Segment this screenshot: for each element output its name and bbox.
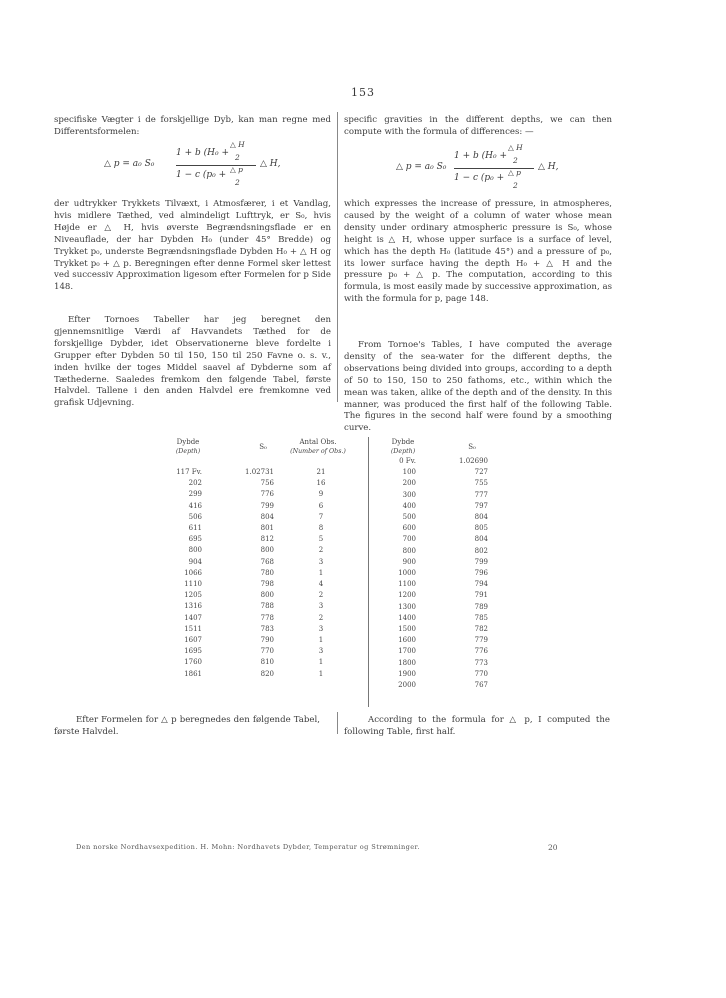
- left-formula-den: 1 − c (p₀ +: [176, 170, 227, 180]
- table-cell-left-depth: 904: [188, 557, 202, 566]
- table-cell-left-depth: 695: [188, 535, 202, 544]
- table-cell-left-depth: 1760: [184, 658, 202, 667]
- right-formula-dh: △ H: [508, 143, 523, 152]
- left-formula-rhs: △ H,: [260, 159, 281, 169]
- table-cell-right-depth: 1900: [398, 669, 416, 678]
- column-divider: [337, 112, 338, 402]
- table-cell-right-s0: 767: [474, 681, 488, 690]
- right-formula-two-1: 2: [513, 156, 518, 165]
- table-cell-left-s0: 800: [260, 591, 274, 600]
- table-cell-left-s0: 800: [260, 546, 274, 555]
- table-cell-obs: 16: [316, 479, 326, 488]
- table-cell-right-depth: 1100: [398, 580, 416, 589]
- table-cell-left-s0: 790: [260, 636, 274, 645]
- table-cell-left-s0: 780: [260, 568, 274, 577]
- table-cell-left-depth: 416: [188, 501, 202, 510]
- table-cell-left-s0: 770: [260, 647, 274, 656]
- page-number: 153: [351, 86, 375, 99]
- table-cell-right-s0: 785: [474, 613, 488, 622]
- right-para-1: [344, 115, 612, 139]
- table-cell-right-s0: 799: [474, 557, 488, 566]
- table-cell-left-s0: 812: [260, 535, 274, 544]
- right-para-1-text: specific gravities in the different depths, we can then compute with the formula of differences: —: [344, 115, 612, 137]
- left-formula-num: 1 + b (H₀ +: [176, 148, 229, 158]
- table-cell-right-s0: 777: [474, 490, 488, 499]
- table-cell-left-s0: 804: [260, 512, 274, 521]
- table-cell-left-s0: 810: [260, 658, 274, 667]
- left-formula-two-1: 2: [235, 153, 240, 162]
- table-cell-left-depth: 1316: [184, 602, 202, 611]
- table-cell-left-depth: 1861: [184, 669, 202, 678]
- table-cell-right-s0: 779: [474, 636, 488, 645]
- table-cell-right-depth: 1200: [398, 591, 416, 600]
- table-cell-obs: 6: [318, 501, 324, 510]
- left-formula: [104, 140, 294, 190]
- table-cell-right-depth: 700: [402, 535, 416, 544]
- table-cell-obs: 8: [318, 524, 324, 533]
- table-cell-right-s0: 727: [474, 468, 488, 477]
- table-cell-right-depth: 600: [402, 524, 416, 533]
- table-cell-right-depth: 300: [402, 490, 416, 499]
- table-left-depth-header: Dybde (Depth): [175, 438, 201, 455]
- right-formula-rhs: △ H,: [538, 162, 559, 172]
- right-formula: [396, 143, 586, 193]
- right-formula-lhs: △ p = a₀ S₀: [396, 162, 447, 172]
- table-cell-right-s0: 755: [474, 479, 488, 488]
- table-cell-right-s0: 796: [474, 569, 488, 578]
- left-para-2-text: der udtrykker Trykkets Tilvæxt, i Atmosfærer, i et Vandlag, hvis midlere Tæthed, ved almindeligt Lufttryk, er S₀, hvis Højde er △ H, hvis øverste Begrændsningsflade er en Niveauflade, der har Dybden H₀ (under 45° Bredde) og Trykket p₀, underste Begrændsningsflade Dybden H₀ + △ H og Trykket p₀ + △ p. Beregningen efter denne Formel sker lettest ved successiv Approximation ligesom efter Formelen for p Side 148.: [54, 199, 331, 293]
- table-cell-right-depth: 400: [402, 501, 416, 510]
- table-cell-right-s0: 797: [474, 501, 488, 510]
- table-cell-left-depth: 1407: [184, 613, 202, 622]
- table-cell-right-s0: 805: [474, 524, 488, 533]
- table-cell-obs: 1: [318, 568, 324, 577]
- table-obs-column: [310, 467, 332, 680]
- table-cell-obs: 3: [318, 624, 324, 633]
- table-cell-right-depth: 1800: [398, 658, 416, 667]
- table-cell-right-depth: 1700: [398, 647, 416, 656]
- table-cell-right-depth: 2000: [398, 681, 416, 690]
- left-para-3: [54, 315, 331, 410]
- table-right-depth-column: [376, 456, 416, 691]
- table-cell-obs: 2: [318, 613, 324, 622]
- table-cell-right-s0: 804: [474, 513, 488, 522]
- bottom-left-text: Efter Formelen for △ p beregnedes den følgende Tabel, første Halvdel.: [54, 715, 320, 737]
- table-cell-right-s0: 794: [474, 580, 488, 589]
- table-cell-left-depth: 1695: [184, 647, 202, 656]
- table-cell-right-s0: 802: [474, 546, 488, 555]
- table-cell-obs: 3: [318, 557, 324, 566]
- left-formula-dp: △ p: [230, 165, 243, 174]
- table-cell-obs: 1: [318, 658, 324, 667]
- table-cell-left-s0: 776: [260, 490, 274, 499]
- table-cell-right-s0: 791: [474, 591, 488, 600]
- table-cell-left-s0: 756: [260, 479, 274, 488]
- table-right-s0-header: S₀: [468, 443, 476, 451]
- left-formula-two-2: 2: [235, 178, 240, 187]
- table-left-s0-header: S₀: [259, 443, 267, 451]
- table-cell-obs: 2: [318, 591, 324, 600]
- left-para-3-text: Efter Tornoes Tabeller har jeg beregnet den gjennemsnitlige Værdi af Havvandets Tæthed for de forskjellige Dybder, idet Observationerne bleve fordelte i Grupper efter Dybden 50 til 150, 150 til 250 Favne o. s. v., inden hvilke der toges Middel saavel af Dybderne som af Tæthederne. Saaledes fremkom den følgende Tabel, første Halvdel. Tallene i den anden Halvdel ere fremkomne ved grafisk Udjevning.: [54, 315, 331, 409]
- table-cell-left-depth: 800: [188, 546, 202, 555]
- table-cell-left-depth: 1066: [184, 568, 202, 577]
- table-cell-right-depth: 800: [402, 546, 416, 555]
- right-formula-two-2: 2: [513, 181, 518, 190]
- table-cell-right-s0: 1.02690: [459, 457, 488, 465]
- left-formula-dh: △ H: [230, 140, 245, 149]
- right-formula-num: 1 + b (H₀ +: [454, 151, 507, 161]
- right-para-2: [344, 199, 612, 306]
- table-cell-left-depth: 506: [188, 512, 202, 521]
- table-cell-right-s0: 789: [474, 602, 488, 611]
- table-cell-left-s0: 778: [260, 613, 274, 622]
- table-cell-right-depth: 1400: [398, 613, 416, 622]
- table-cell-obs: 21: [316, 468, 326, 476]
- table-cell-obs: 3: [318, 602, 324, 611]
- left-formula-lhs: △ p = a₀ S₀: [104, 159, 155, 169]
- table-cell-left-depth: 299: [188, 490, 202, 499]
- table-cell-left-depth: 1511: [184, 624, 202, 633]
- table-cell-obs: 5: [318, 535, 324, 544]
- table-left-s0-column: [232, 467, 274, 680]
- right-para-3: [344, 340, 612, 435]
- table-cell-left-s0: 1.02731: [245, 468, 274, 476]
- table-cell-right-depth: 1300: [398, 602, 416, 611]
- table-cell-obs: 7: [318, 512, 324, 521]
- left-para-1: [54, 115, 331, 139]
- table-divider: [368, 437, 369, 707]
- table-cell-obs: 9: [318, 490, 324, 499]
- table-cell-obs: 1: [318, 669, 324, 678]
- table-cell-right-depth: 900: [402, 557, 416, 566]
- table-cell-left-depth: 1607: [184, 636, 202, 645]
- table-cell-left-depth: 1110: [184, 580, 202, 589]
- table-cell-obs: 1: [318, 636, 324, 645]
- table-cell-right-s0: 776: [474, 647, 488, 656]
- table-cell-left-depth: 1205: [184, 591, 202, 600]
- right-formula-den: 1 − c (p₀ +: [454, 173, 505, 183]
- right-para-2-text: which expresses the increase of pressure, in atmospheres, caused by the weight of a column of water whose mean density under ordinary atmospheric pressure is S₀, whose height is △ H, whose upper surface is a surface of level, which has the depth H₀ (latitude 45°) and a pressure of p₀, its lower surface having the depth H₀ + △ H and the pressure p₀ + △ p. The computation, according to this formula, is most easily made by successive approximation, as with the formula for p, page 148.: [344, 199, 612, 305]
- table-cell-right-depth: 1500: [398, 625, 416, 634]
- table-cell-obs: 4: [318, 580, 324, 589]
- table-cell-right-s0: 770: [474, 669, 488, 678]
- bottom-divider: [337, 712, 338, 734]
- table-cell-obs: 2: [318, 546, 324, 555]
- table-cell-right-depth: 500: [402, 513, 416, 522]
- table-cell-right-depth: 100: [402, 468, 416, 477]
- table-cell-left-s0: 768: [260, 557, 274, 566]
- table-cell-obs: 3: [318, 647, 324, 656]
- table-cell-left-depth: 202: [188, 479, 202, 488]
- left-para-1-text: specifiske Vægter i de forskjellige Dyb, kan man regne med Differentsformelen:: [54, 115, 331, 137]
- table-cell-left-s0: 783: [260, 624, 274, 633]
- table-cell-right-depth: 200: [402, 479, 416, 488]
- table-cell-left-depth: 611: [188, 524, 202, 533]
- table-cell-left-s0: 820: [260, 669, 274, 678]
- table-left-depth-column: [160, 467, 202, 680]
- table-obs-header: Antal Obs. (Number of Obs.): [290, 438, 346, 455]
- table-cell-left-s0: 788: [260, 602, 274, 611]
- table-right-depth-header: Dybde (Depth): [390, 438, 416, 455]
- table-cell-right-depth: 1000: [398, 569, 416, 578]
- table-cell-right-s0: 773: [474, 658, 488, 667]
- table-cell-left-depth: 117 Fv.: [176, 468, 202, 476]
- table-right-s0-column: [448, 456, 488, 691]
- footer-text: Den norske Nordhavsexpedition. H. Mohn: Nordhavets Dybder, Temperatur og Strømninger.: [76, 843, 420, 851]
- table-cell-left-s0: 799: [260, 501, 274, 510]
- right-para-3-text: From Tornoe's Tables, I have computed the average density of the sea-water for the different depths, the observations being divided into groups, according to a depth of 50 to 150, 150 to 250 fathoms, etc., within which the mean was taken, alike of the depth and of the density. In this manner, was produced the first half of the following Table. The figures in the second half were found by a smoothing curve.: [344, 340, 612, 434]
- table-cell-left-s0: 798: [260, 580, 274, 589]
- bottom-right-text: According to the formula for △ p, I computed the following Table, first half.: [344, 715, 610, 737]
- footer-page-number: 20: [548, 843, 558, 852]
- table-cell-left-s0: 801: [260, 524, 274, 533]
- table-cell-right-depth: 0 Fv.: [399, 457, 416, 465]
- right-formula-dp: △ p: [508, 168, 521, 177]
- left-para-2: [54, 199, 331, 294]
- table-cell-right-s0: 804: [474, 535, 488, 544]
- table-cell-right-depth: 1600: [398, 636, 416, 645]
- table-cell-right-s0: 782: [474, 625, 488, 634]
